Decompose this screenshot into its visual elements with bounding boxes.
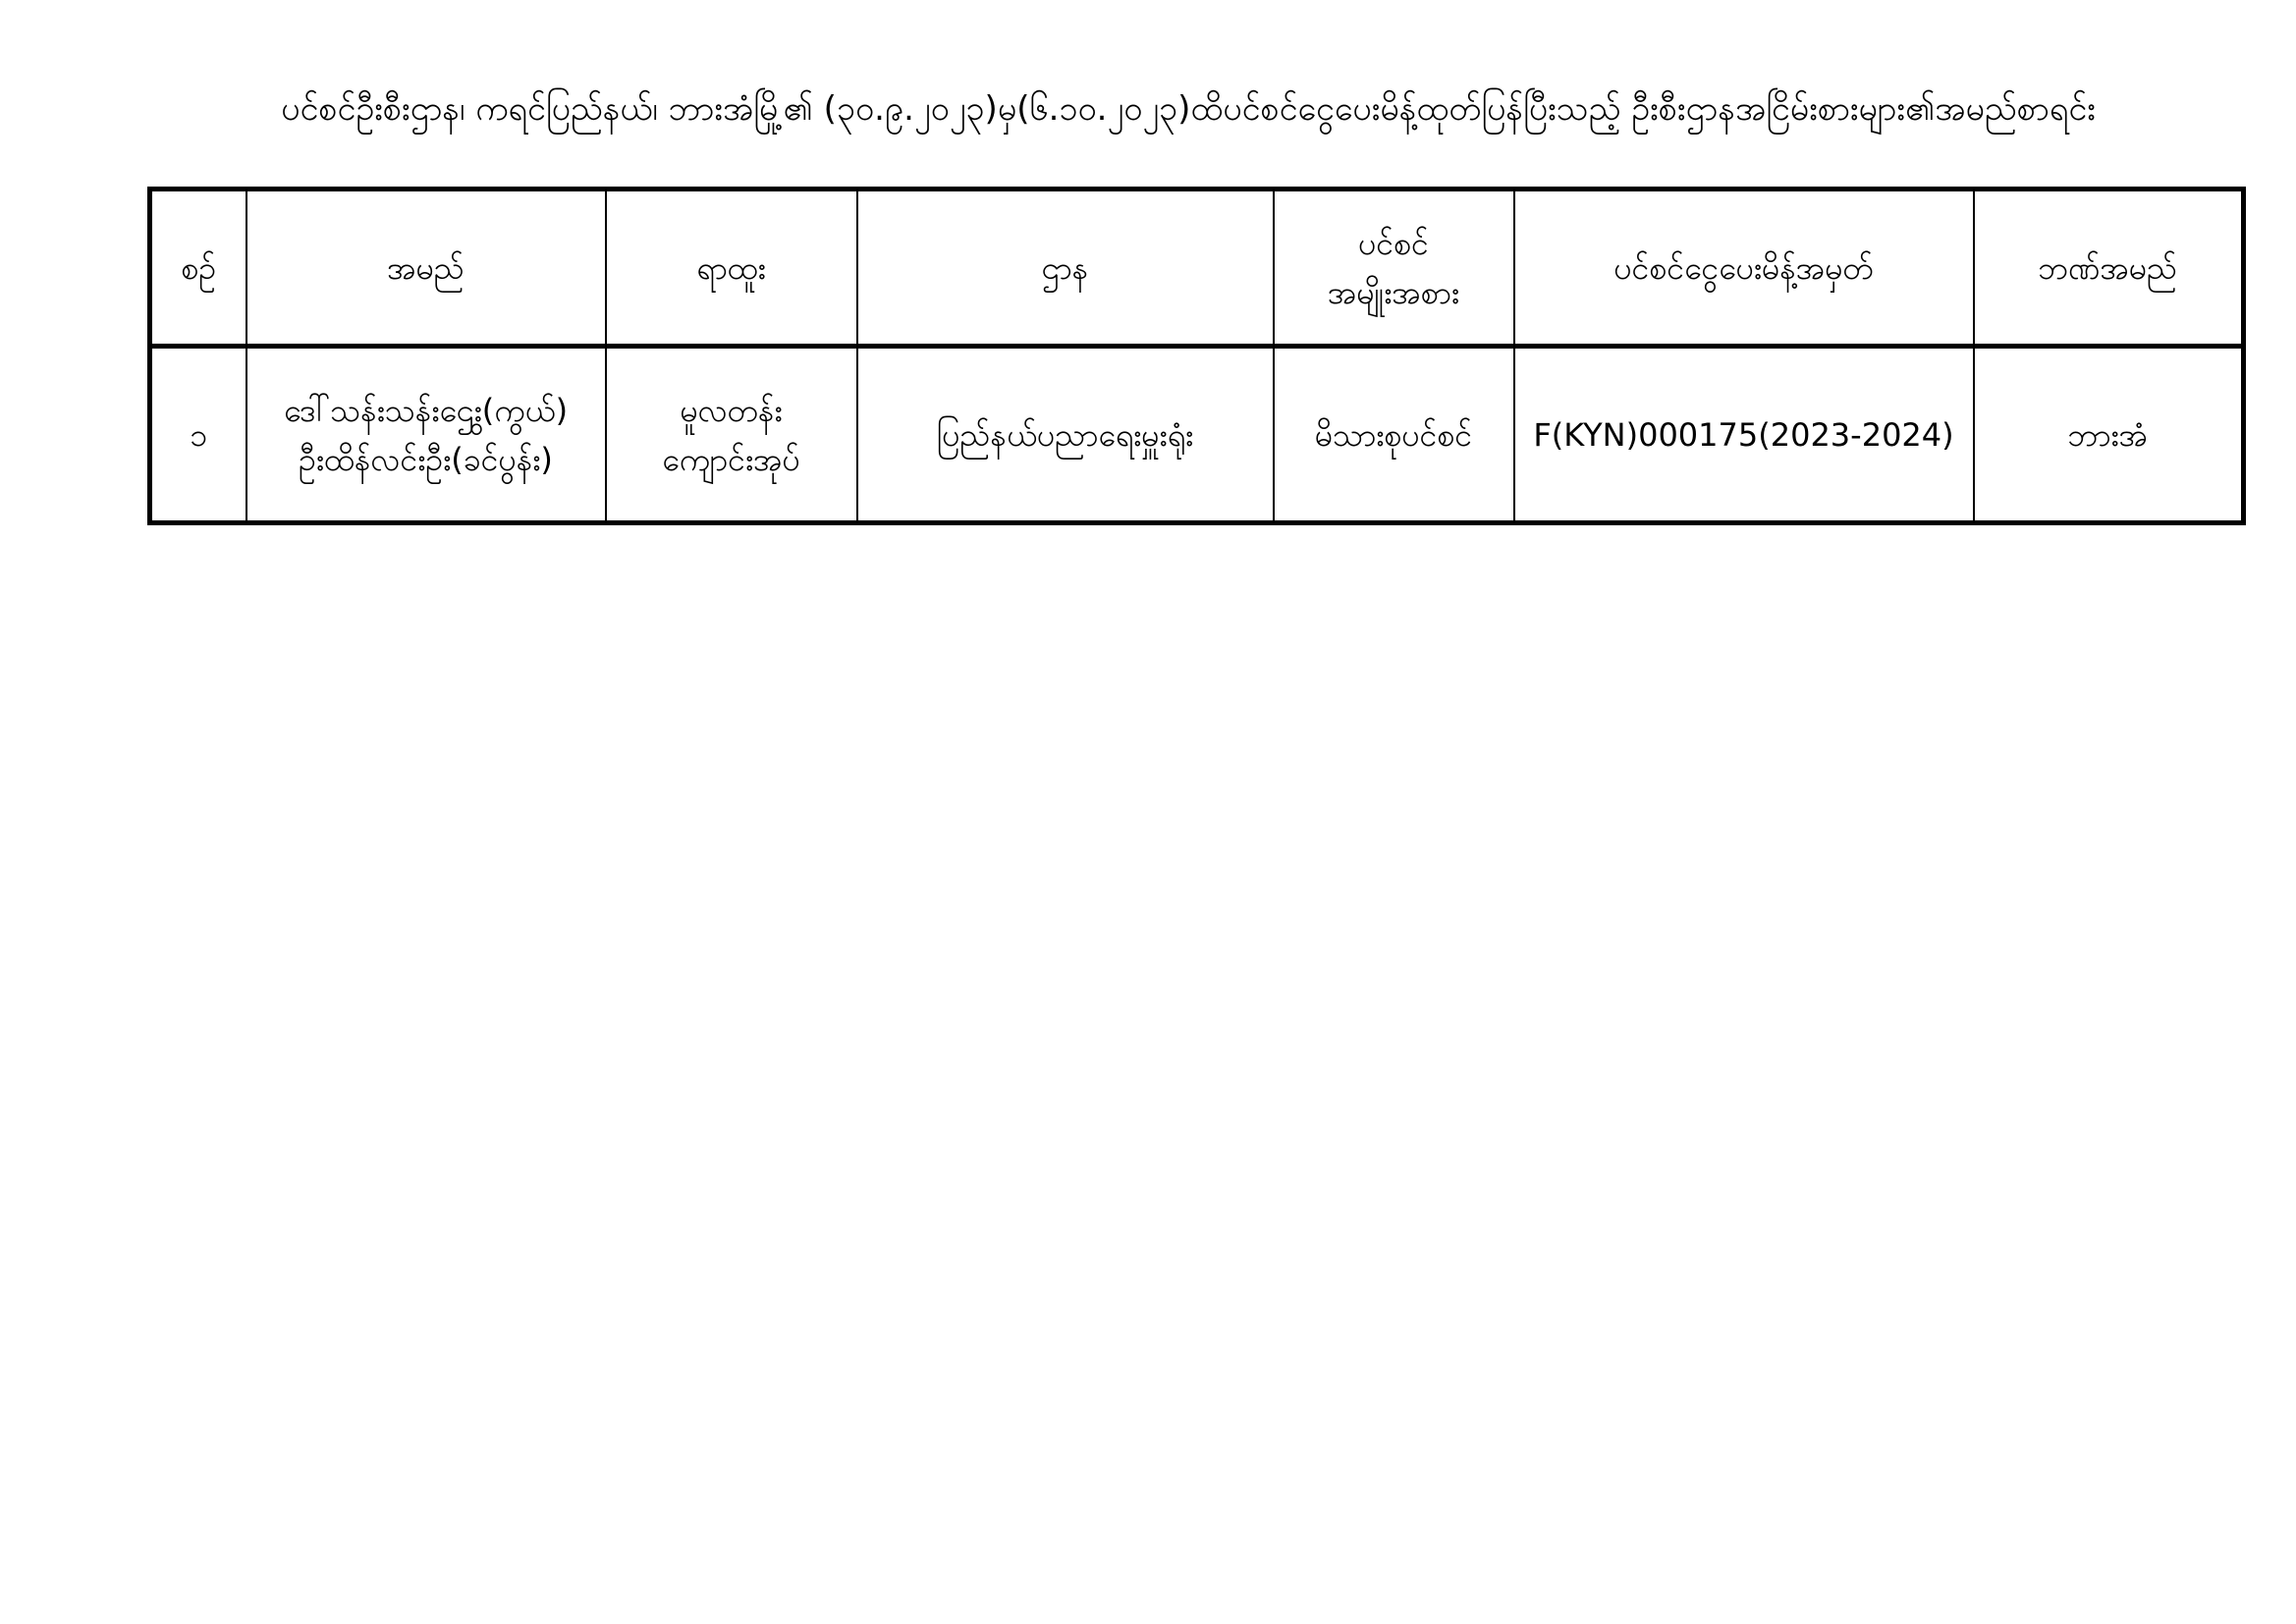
header-treasury: ဘဏ်အမည်: [1974, 189, 2244, 347]
cell-pension-type: မိသားစုပင်စင်: [1274, 347, 1514, 523]
header-serial: စဉ်: [150, 189, 246, 347]
cell-position: [606, 347, 857, 523]
table-header-row: [150, 189, 2244, 347]
cell-position-line2: ကျောင်းအုပ်: [662, 440, 800, 478]
header-pension-type: [1274, 189, 1514, 347]
cell-position-line1: မူလတန်း: [680, 391, 783, 429]
header-pension-type-line2: အမျိုးအစား: [1327, 273, 1460, 311]
header-position: ရာထူး: [606, 189, 857, 347]
cell-department: ပြည်နယ်ပညာရေးမှူးရုံး: [857, 347, 1274, 523]
header-pension-order-no: ပင်စင်ငွေပေးမိန့်အမှတ်: [1514, 189, 1974, 347]
cell-name-line2: ဦးထိန်လင်းဦး(ခင်ပွန်း): [299, 440, 553, 478]
header-department: ဌာန: [857, 189, 1274, 347]
cell-treasury: ဘားအံ: [1974, 347, 2244, 523]
cell-name-line1: ဒေါ်သန်းသန်းဌွေး(ကွယ်): [283, 391, 569, 429]
cell-name: [246, 347, 606, 523]
cell-pension-order-no: F(KYN)000175(2023-2024): [1514, 347, 1974, 523]
cell-serial: ၁: [150, 347, 246, 523]
page-title: ပင်စင်ဦးစီးဌာန၊ ကရင်ပြည်နယ်၊ ဘားအံမြို့၏ (၃၀.၉.၂၀၂၃)မှ(၆.၁၀.၂၀၂၃)ထိပင်စင်ငွေပေးမိန့်ထုတ်ပြန်ပြီးသည့် ဦးစီးဌာနအငြိမ်းစားများ၏အမည်စာရင်း: [281, 89, 2096, 129]
header-name: အမည်: [246, 189, 606, 347]
table-row: [150, 347, 2244, 523]
pensioner-table: [147, 187, 2246, 525]
header-pension-type-line1: ပင်စင်: [1358, 224, 1429, 262]
